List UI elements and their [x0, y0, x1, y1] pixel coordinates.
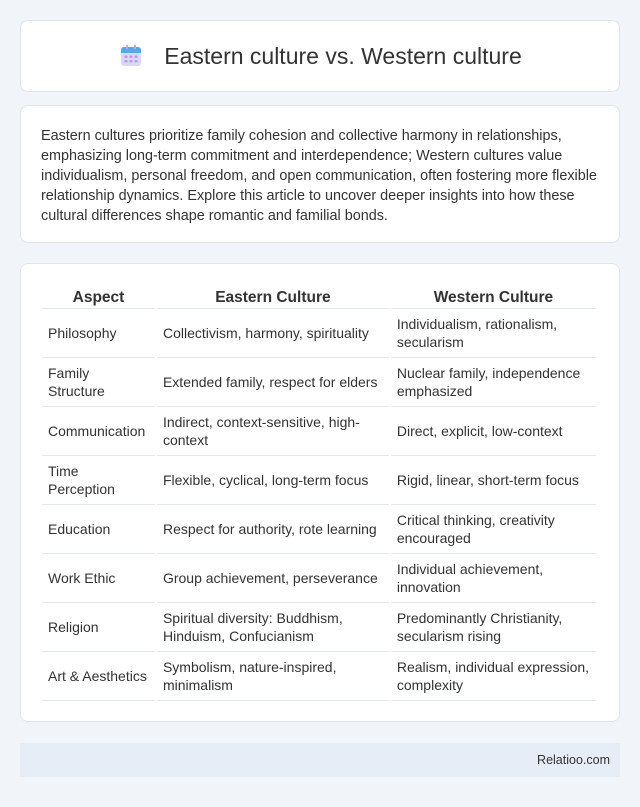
cell-eastern: Flexible, cyclical, long-term focus [157, 456, 389, 505]
table-row [42, 554, 596, 603]
cell-eastern: Extended family, respect for elders [157, 358, 389, 407]
cell-aspect: Family Structure [42, 358, 155, 407]
cell-eastern: Group achievement, perseverance [157, 554, 389, 603]
table-row [42, 407, 596, 456]
header-western: Western Culture [391, 284, 596, 309]
table-row [42, 358, 596, 407]
title-wrap [118, 43, 522, 70]
title-card [20, 20, 620, 92]
comparison-table [40, 284, 598, 701]
comparison-card [20, 263, 620, 722]
cell-eastern: Indirect, context-sensitive, high-context [157, 407, 389, 456]
header-eastern: Eastern Culture [157, 284, 389, 309]
cell-western: Individual achievement, innovation [391, 554, 596, 603]
table-row [42, 603, 596, 652]
cell-eastern: Symbolism, nature-inspired, minimalism [157, 652, 389, 701]
cell-western: Individualism, rationalism, secularism [391, 309, 596, 358]
cell-western: Realism, individual expression, complexity [391, 652, 596, 701]
cell-western: Predominantly Christianity, secularism rising [391, 603, 596, 652]
cell-western: Critical thinking, creativity encouraged [391, 505, 596, 554]
header-aspect: Aspect [42, 284, 155, 309]
footer-bar [20, 743, 620, 777]
table-row [42, 505, 596, 554]
footer-brand[interactable]: Relatioo.com [537, 753, 610, 767]
cell-aspect: Education [42, 505, 155, 554]
table-row [42, 309, 596, 358]
cell-eastern: Spiritual diversity: Buddhism, Hinduism, Confucianism [157, 603, 389, 652]
cell-eastern: Collectivism, harmony, spirituality [157, 309, 389, 358]
intro-paragraph: Eastern cultures prioritize family cohesion and collective harmony in relationships, emphasizing long-term commitment and interdependence; Western cultures value individualism, personal freedom, and open communication, often fostering more flexible relationship dynamics. Explore this article to uncover deeper insights into how these cultural differences shape romantic and familial bonds. [41, 128, 597, 224]
table-row [42, 652, 596, 701]
cell-eastern: Respect for authority, rote learning [157, 505, 389, 554]
cell-aspect: Philosophy [42, 309, 155, 358]
calendar-icon [118, 43, 144, 69]
cell-aspect: Communication [42, 407, 155, 456]
cell-western: Direct, explicit, low-context [391, 407, 596, 456]
cell-aspect: Art & Aesthetics [42, 652, 155, 701]
cell-aspect: Time Perception [42, 456, 155, 505]
page-title: Eastern culture vs. Western culture [164, 42, 522, 69]
cell-aspect: Religion [42, 603, 155, 652]
cell-aspect: Work Ethic [42, 554, 155, 603]
table-row [42, 456, 596, 505]
cell-western: Nuclear family, independence emphasized [391, 358, 596, 407]
cell-western: Rigid, linear, short-term focus [391, 456, 596, 505]
table-header-row [42, 284, 596, 309]
intro-card [20, 105, 620, 243]
